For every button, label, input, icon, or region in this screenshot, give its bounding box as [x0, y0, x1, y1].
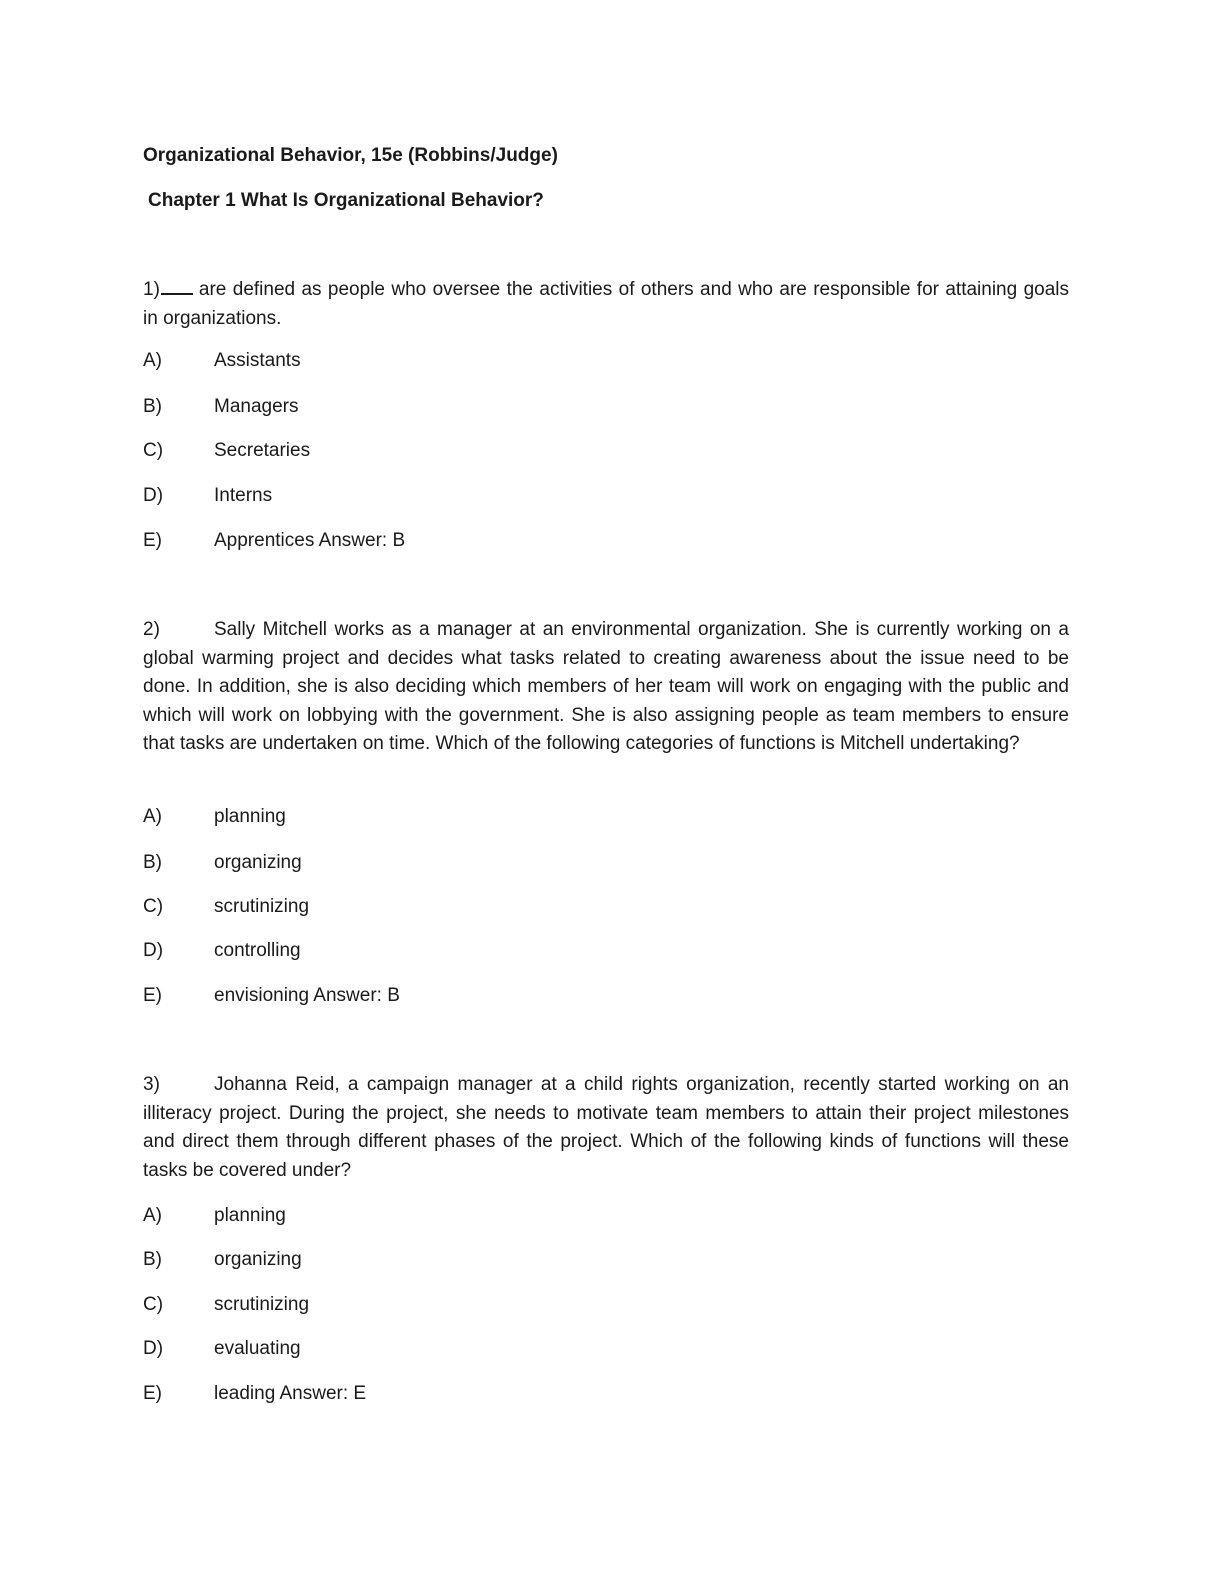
question-3-stem: [143, 1071, 1069, 1185]
chapter-title: Chapter 1 What Is Organizational Behavior?: [148, 190, 544, 211]
question-2: [143, 616, 1069, 1006]
question-2-number: 2): [143, 619, 160, 640]
answer-blank: [161, 277, 193, 295]
question-3-text: Johanna Reid, a campaign manager at a child rights organization, recently started working on an illiteracy project. During the project, she needs to motivate team members to attain their project milestones and direct them through different phases of the project. Which of the following kinds of functions will these tasks be covered under?: [143, 1074, 1069, 1181]
question-3-option-e: E) leading Answer: E: [143, 1383, 367, 1404]
question-2-option-a: A) planning: [143, 806, 286, 827]
question-1-option-e: E) Apprentices Answer: B: [143, 530, 406, 551]
question-1-text: are defined as people who oversee the activities of others and who are responsible for attaining goals in organizations.: [143, 279, 1069, 329]
question-3-option-a: A) planning: [143, 1205, 286, 1226]
question-2-option-b: B) organizing: [143, 852, 302, 873]
book-title: Organizational Behavior, 15e (Robbins/Judge): [143, 145, 558, 166]
question-3: [143, 1071, 1069, 1404]
question-1-stem: [143, 276, 1069, 333]
question-3-option-b: B) organizing: [143, 1249, 302, 1270]
question-1-number: 1): [143, 279, 160, 300]
question-3-number: 3): [143, 1074, 160, 1095]
question-2-option-c: C) scrutinizing: [143, 896, 310, 917]
question-2-stem: [143, 616, 1069, 759]
question-3-option-d: D) evaluating: [143, 1338, 301, 1359]
question-1: [143, 276, 1069, 551]
question-1-option-a: A) Assistants: [143, 350, 301, 371]
question-1-option-b: B) Managers: [143, 396, 299, 417]
question-1-option-d: D) Interns: [143, 485, 273, 506]
question-2-option-e: E) envisioning Answer: B: [143, 985, 400, 1006]
question-2-option-d: D) controlling: [143, 940, 301, 961]
question-1-option-c: C) Secretaries: [143, 440, 311, 461]
question-3-option-c: C) scrutinizing: [143, 1294, 310, 1315]
question-2-text: Sally Mitchell works as a manager at an environmental organization. She is currently working on a global warming project and decides what tasks related to creating awareness about the issue need to be done. In addition, she is also deciding which members of her team will work on engaging with the public and which will work on lobbying with the government. She is also assigning people as team members to ensure that tasks are undertaken on time. Which of the following categories of functions is Mitchell undertaking?: [143, 619, 1069, 755]
